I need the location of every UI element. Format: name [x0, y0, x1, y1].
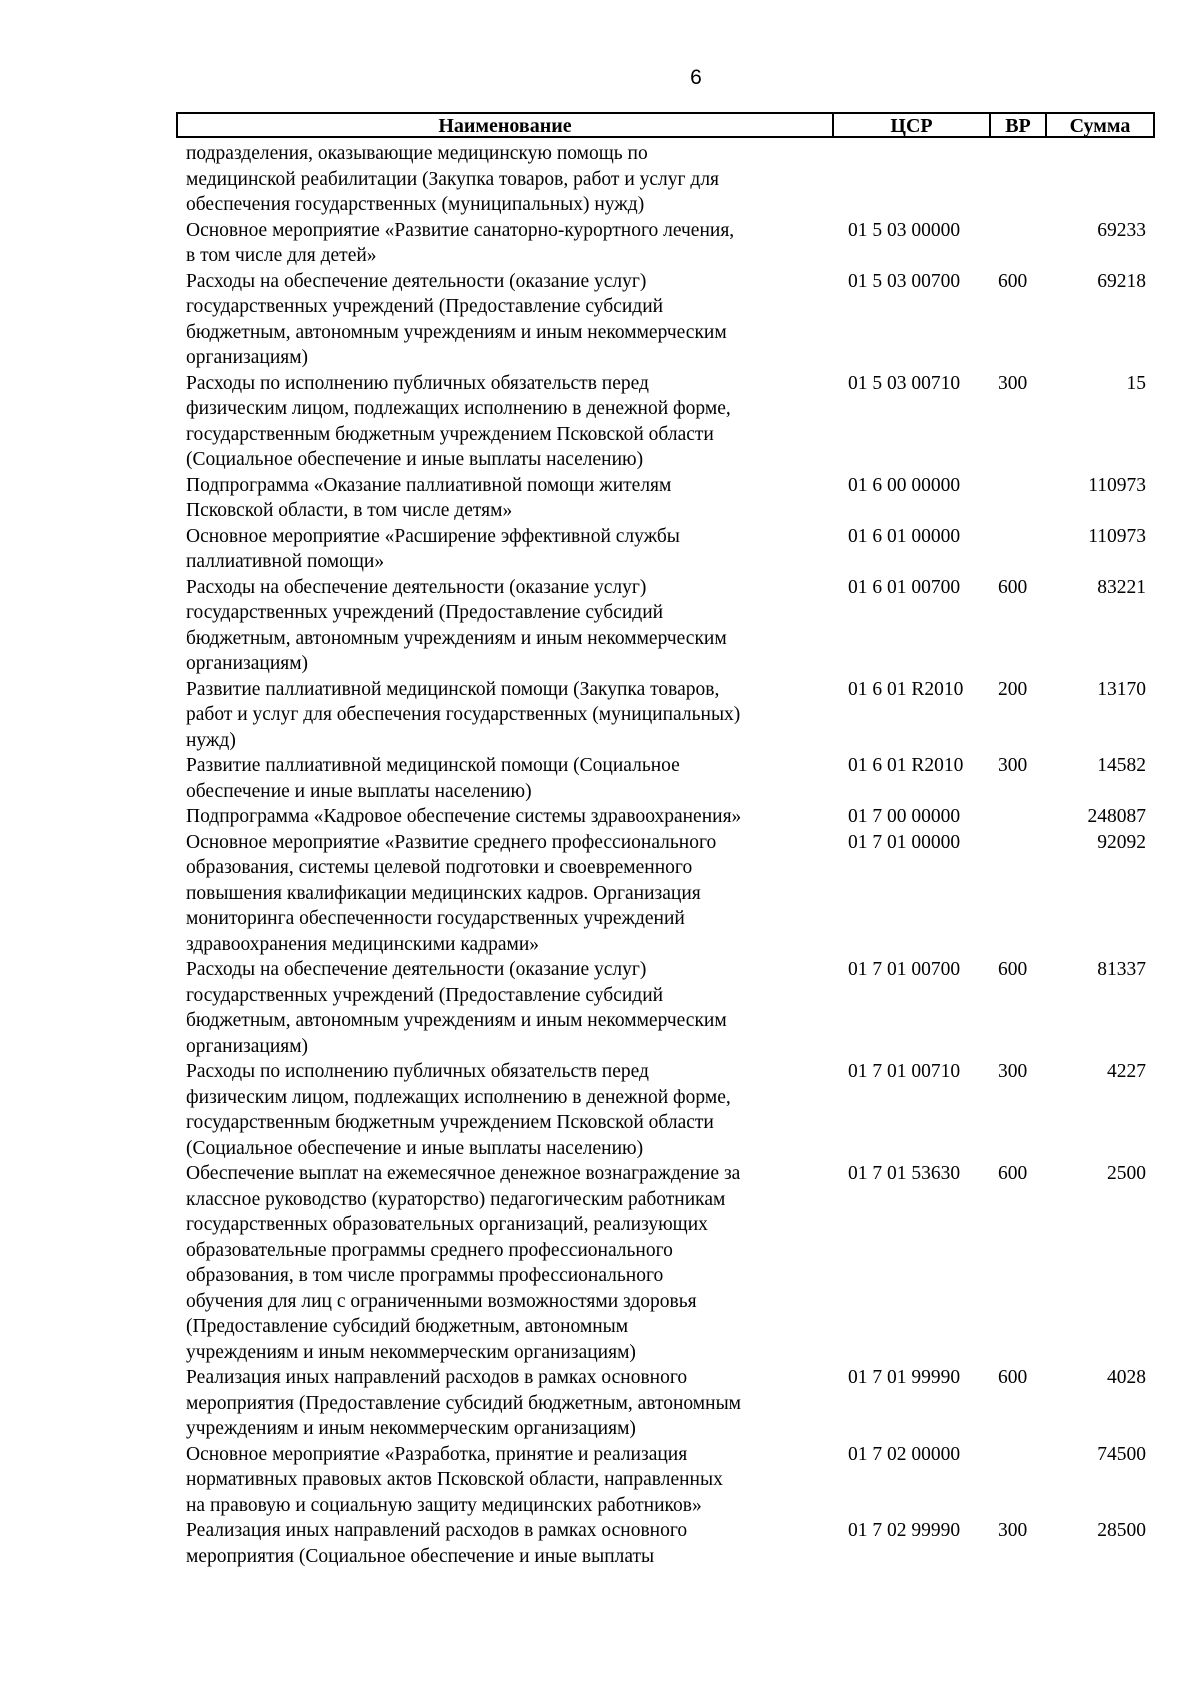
row-csr: 01 5 03 00000: [848, 219, 961, 241]
row-sum: 15: [1126, 372, 1146, 394]
row-name: Основное мероприятие «Развитие среднего профессионального образования, системы целевой подготовки и своевременного повышения квалификации медицинских кадров. Организация мониторинга обеспеченности государственных учреждений здравоохранения медицинскими кадрами»: [186, 831, 717, 955]
row-sum: 110973: [1088, 525, 1146, 547]
row-sum: 110973: [1088, 474, 1146, 496]
table-header: [176, 112, 1155, 138]
row-sum: 83221: [1097, 576, 1146, 598]
row-name: Расходы на обеспечение деятельности (оказание услуг) государственных учреждений (Предоставление субсидий бюджетным, автономным учреждениям и иным некоммерческим организациям): [186, 576, 727, 674]
row-name: Основное мероприятие «Расширение эффективной службы паллиативной помощи»: [186, 525, 680, 572]
table-row: [186, 804, 1152, 830]
header-sum: Сумма: [1045, 114, 1153, 136]
row-csr: 01 6 01 R2010: [848, 678, 964, 700]
row-vr: 200: [998, 678, 1028, 700]
row-name: Обеспечение выплат на ежемесячное денежное вознаграждение за классное руководство (кураторство) педагогическим работникам государственных образовательных организаций, реализующих образовательные программы среднего профессионального образования, в том числе программы профессионального обучения для лиц с ограниченными возможностями здоровья (Предоставление субсидий бюджетным, автономным учреждениям и иным некоммерческим организациям): [186, 1163, 741, 1363]
row-sum: 4028: [1107, 1367, 1146, 1388]
table-row: [186, 1059, 1152, 1161]
table-row: [186, 1161, 1152, 1365]
row-sum: 28500: [1097, 1520, 1146, 1541]
row-csr: 01 5 03 00700: [848, 270, 961, 292]
row-csr: 01 6 01 00700: [848, 576, 961, 598]
row-name: Расходы по исполнению публичных обязательств перед физическим лицом, подлежащих исполнению в денежной форме, государственным бюджетным учреждением Псковской области (Социальное обеспечение и иные выплаты населению): [186, 372, 731, 470]
row-vr: 300: [998, 1061, 1028, 1082]
row-csr: 01 7 01 53630: [848, 1163, 961, 1184]
table-row: [186, 1365, 1152, 1442]
table-row: [186, 830, 1152, 958]
row-sum: 81337: [1097, 959, 1146, 980]
row-name: Расходы на обеспечение деятельности (оказание услуг) государственных учреждений (Предоставление субсидий бюджетным, автономным учреждениям и иным некоммерческим организациям): [186, 959, 727, 1057]
row-csr: 01 7 01 00700: [848, 959, 961, 980]
page-number: 6: [690, 66, 702, 89]
table-row: [186, 1442, 1152, 1519]
row-vr: 300: [998, 1520, 1028, 1541]
table-row: [186, 218, 1152, 269]
header-name: Наименование: [438, 115, 572, 137]
row-vr: 600: [998, 576, 1028, 598]
row-vr: 300: [998, 372, 1028, 394]
row-name: Основное мероприятие «Разработка, принятие и реализация нормативных правовых актов Псковской области, направленных на правовую и социальную защиту медицинских работников»: [186, 1443, 723, 1516]
row-name: Расходы на обеспечение деятельности (оказание услуг) государственных учреждений (Предоставление субсидий бюджетным, автономным учреждениям и иным некоммерческим организациям): [186, 270, 727, 368]
row-name: подразделения, оказывающие медицинскую помощь по медицинской реабилитации (Закупка товаров, работ и услуг для обеспечения государственных (муниципальных) нужд): [186, 143, 720, 215]
table-row: [186, 371, 1152, 473]
row-csr: 01 7 02 00000: [848, 1443, 961, 1465]
table-row: [186, 473, 1152, 524]
row-name: Подпрограмма «Кадровое обеспечение системы здравоохранения»: [186, 806, 742, 827]
row-sum: 4227: [1107, 1061, 1146, 1082]
table-row: [186, 753, 1152, 804]
row-csr: 01 6 00 00000: [848, 474, 961, 496]
row-csr: 01 7 01 00000: [848, 831, 961, 853]
row-csr: 01 7 01 99990: [848, 1367, 961, 1388]
row-csr: 01 7 02 99990: [848, 1520, 961, 1541]
row-name: Реализация иных направлений расходов в рамках основного мероприятия (Предоставление субсидий бюджетным, автономным учреждениям и иным некоммерческим организациям): [186, 1367, 742, 1439]
row-csr: 01 6 01 00000: [848, 525, 961, 547]
row-csr: 01 5 03 00710: [848, 372, 961, 394]
row-csr: 01 7 00 00000: [848, 806, 961, 827]
header-csr: ЦСР: [832, 114, 989, 136]
table-row: [186, 269, 1152, 371]
row-sum: 13170: [1097, 678, 1146, 700]
header-vr: ВР: [989, 114, 1045, 136]
row-vr: 300: [998, 755, 1028, 776]
row-vr: 600: [998, 1163, 1028, 1184]
table-row: [186, 1518, 1152, 1569]
row-sum: 248087: [1087, 806, 1146, 827]
table-row: [186, 141, 1152, 218]
row-vr: 600: [998, 959, 1028, 980]
row-sum: 2500: [1107, 1163, 1146, 1184]
table-row: [186, 575, 1152, 677]
row-name: Реализация иных направлений расходов в рамках основного мероприятия (Социальное обеспечение и иные выплаты: [186, 1520, 688, 1567]
row-csr: 01 7 01 00710: [848, 1061, 961, 1082]
row-vr: 600: [998, 270, 1028, 292]
row-vr: 600: [998, 1367, 1028, 1388]
row-sum: 69218: [1097, 270, 1146, 292]
row-sum: 69233: [1097, 219, 1146, 241]
table-body: [186, 141, 1152, 1569]
row-sum: 92092: [1097, 831, 1146, 853]
row-name: Развитие паллиативной медицинской помощи (Социальное обеспечение и иные выплаты населению): [186, 755, 680, 802]
table-row: [186, 677, 1152, 754]
row-name: Развитие паллиативной медицинской помощи (Закупка товаров, работ и услуг для обеспечения государственных (муниципальных) нужд): [186, 678, 741, 751]
row-name: Основное мероприятие «Развитие санаторно-курортного лечения, в том числе для детей»: [186, 219, 735, 266]
row-sum: 74500: [1097, 1443, 1146, 1465]
row-sum: 14582: [1097, 755, 1146, 776]
table-row: [186, 957, 1152, 1059]
row-name: Подпрограмма «Оказание паллиативной помощи жителям Псковской области, в том числе детям»: [186, 474, 672, 521]
table-row: [186, 524, 1152, 575]
row-name: Расходы по исполнению публичных обязательств перед физическим лицом, подлежащих исполнению в денежной форме, государственным бюджетным учреждением Псковской области (Социальное обеспечение и иные выплаты населению): [186, 1061, 731, 1159]
row-csr: 01 6 01 R2010: [848, 755, 964, 776]
